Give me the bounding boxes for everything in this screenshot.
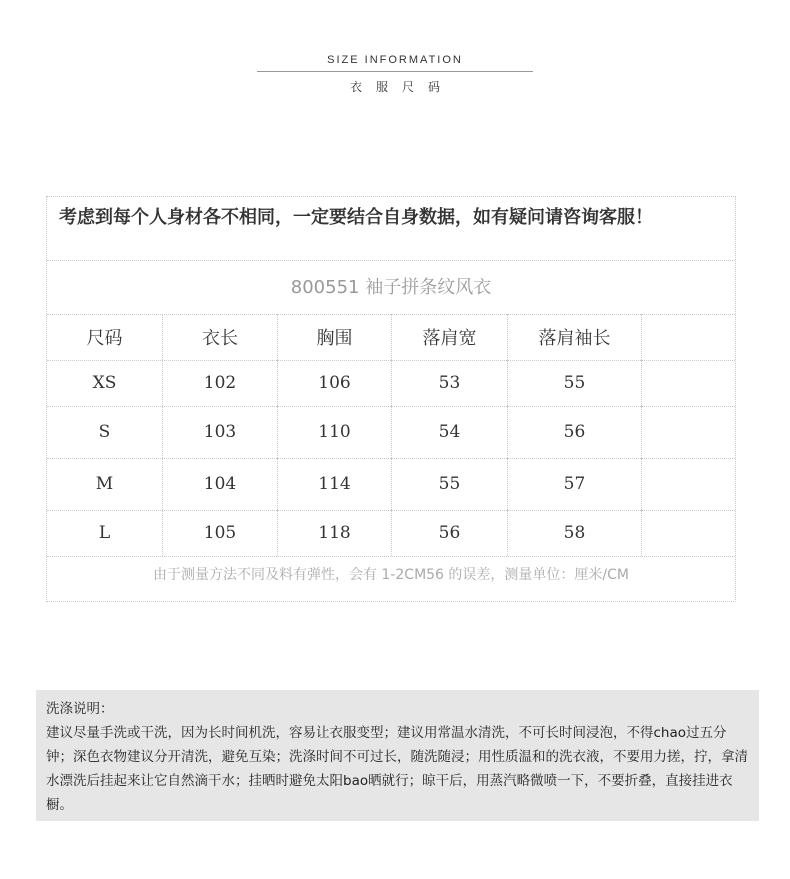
- cell-empty: [642, 406, 735, 458]
- table-row: [47, 458, 735, 511]
- table-header-row: [47, 314, 735, 361]
- cell-length: 103: [163, 406, 278, 458]
- cell-shoulder: 55: [392, 458, 508, 510]
- cell-shoulder: 56: [392, 510, 508, 556]
- cell-empty: [642, 510, 735, 556]
- cell-chest: 118: [278, 510, 392, 556]
- table-row: [47, 360, 735, 407]
- header-sleeve: 落肩袖长: [508, 314, 642, 360]
- cell-empty: [642, 360, 735, 406]
- cell-sleeve: 58: [508, 510, 642, 556]
- section-title-cn: 衣服尺码: [349, 80, 454, 94]
- product-title: 800551 袖子拼条纹风衣: [47, 261, 735, 315]
- cell-length: 105: [163, 510, 278, 556]
- header-length: 衣长: [163, 314, 278, 360]
- header-size: 尺码: [47, 314, 163, 360]
- cell-empty: [642, 458, 735, 510]
- header-chest: 胸围: [278, 314, 392, 360]
- cell-chest: 106: [278, 360, 392, 406]
- table-row: [47, 406, 735, 459]
- care-body: 建议尽量手洗或干洗，因为长时间机洗，容易让衣服变型；建议用常温水清洗，不可长时间浸泡，不得chao过五分钟；深色衣物建议分开清洗，避免互染；洗涤时间不可过长，随洗随浸；用性质温和的洗衣液，不要用力搓，拧，拿清水漂洗后挂起来让它自然滴干水；挂晒时避免太阳bao晒就行；晾干后，用蒸汽略微喷一下，不要折叠，直接挂进衣橱。: [46, 725, 748, 813]
- cell-sleeve: 55: [508, 360, 642, 406]
- cell-size: M: [47, 458, 163, 510]
- cell-chest: 114: [278, 458, 392, 510]
- cell-chest: 110: [278, 406, 392, 458]
- section-title-en: SIZE INFORMATION: [327, 54, 463, 66]
- size-table-panel: [46, 196, 736, 602]
- cell-size: S: [47, 406, 163, 458]
- cell-shoulder: 54: [392, 406, 508, 458]
- cell-sleeve: 56: [508, 406, 642, 458]
- cell-sleeve: 57: [508, 458, 642, 510]
- cell-length: 102: [163, 360, 278, 406]
- cell-size: XS: [47, 360, 163, 406]
- cell-shoulder: 53: [392, 360, 508, 406]
- title-divider: [257, 71, 533, 72]
- fit-notice: 考虑到每个人身材各不相同，一定要结合自身数据，如有疑问请咨询客服！: [47, 197, 735, 261]
- header-shoulder: 落肩宽: [392, 314, 508, 360]
- header-empty: [642, 314, 735, 360]
- care-title: 洗涤说明：: [46, 701, 114, 717]
- table-row: [47, 510, 735, 557]
- cell-size: L: [47, 510, 163, 556]
- cell-length: 104: [163, 458, 278, 510]
- measurement-footnote: 由于测量方法不同及料有弹性，会有 1-2CM56 的误差，测量单位：厘米/CM: [152, 567, 629, 583]
- care-instructions: [36, 690, 759, 821]
